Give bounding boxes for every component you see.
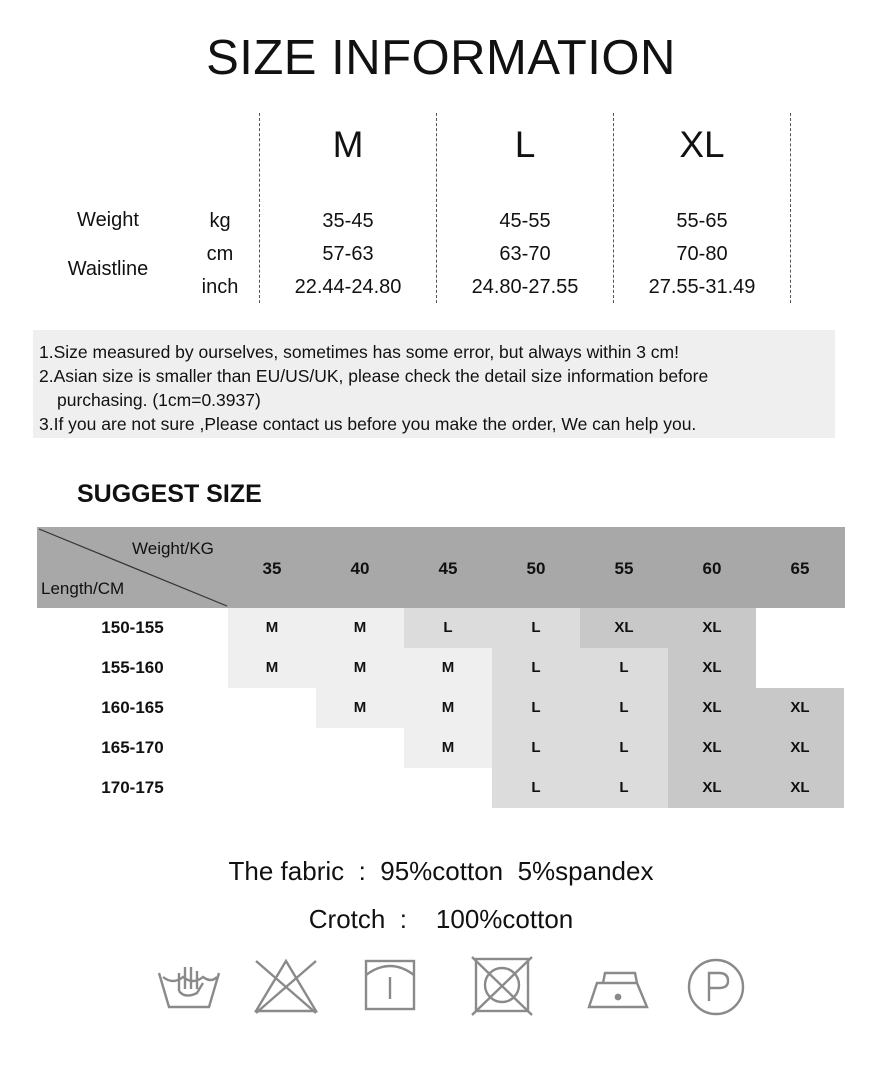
suggest-cell [756, 648, 844, 688]
weight-column-header: 55 [614, 559, 634, 578]
suggest-cell: L [492, 688, 580, 728]
size-header-m: M [332, 124, 364, 165]
suggest-cell: XL [668, 728, 756, 768]
size-header-l: L [514, 124, 536, 165]
suggest-cell: XL [668, 648, 756, 688]
length-row-label: 165-170 [101, 738, 164, 757]
note-2: 2.Asian size is smaller than EU/US/UK, please check the detail size information before [39, 366, 709, 386]
suggest-cell [316, 728, 404, 768]
crotch-composition: Crotch : 100%cotton [308, 904, 574, 934]
waist-inch-l: 24.80-27.55 [471, 276, 579, 298]
suggest-cell: M [316, 688, 404, 728]
suggest-cell: M [404, 688, 492, 728]
suggest-cell: L [580, 728, 668, 768]
suggest-cell: XL [668, 688, 756, 728]
dry-clean-p-icon [682, 955, 750, 1019]
weight-kg-header: Weight/KG [132, 539, 214, 558]
column-divider [790, 113, 791, 303]
weight-l: 45-55 [499, 210, 551, 232]
suggest-cell [756, 608, 844, 648]
weight-column-header: 45 [438, 559, 458, 578]
suggest-cell: XL [668, 608, 756, 648]
weight-label: Weight [77, 209, 139, 231]
suggest-cell: M [316, 648, 404, 688]
waist-cm-l: 63-70 [499, 243, 551, 265]
suggest-cell: L [492, 728, 580, 768]
weight-column-header: 35 [262, 559, 282, 578]
suggest-cell: XL [580, 608, 668, 648]
unit-cm: cm [206, 243, 234, 265]
do-not-bleach-icon [252, 955, 320, 1019]
suggest-cell: XL [756, 728, 844, 768]
suggest-cell [228, 688, 316, 728]
waist-inch-m: 22.44-24.80 [294, 276, 402, 298]
note-2-continued: purchasing. (1cm=0.3937) [57, 390, 261, 410]
unit-inch: inch [201, 276, 239, 298]
suggest-cell: XL [756, 688, 844, 728]
suggest-cell: L [492, 768, 580, 808]
weight-m: 35-45 [322, 210, 374, 232]
suggest-cell: M [404, 648, 492, 688]
suggest-cell: XL [668, 768, 756, 808]
suggest-cell: L [580, 688, 668, 728]
suggest-cell: M [228, 608, 316, 648]
weight-column-header: 60 [702, 559, 722, 578]
line-dry-icon [356, 955, 424, 1019]
suggest-cell: L [492, 648, 580, 688]
weight-column-header: 40 [350, 559, 370, 578]
suggest-size-title: SUGGEST SIZE [77, 480, 262, 508]
suggest-cell [228, 728, 316, 768]
suggest-cell: L [404, 608, 492, 648]
weight-column-header: 65 [790, 559, 810, 578]
weight-xl: 55-65 [676, 210, 728, 232]
size-header-xl: XL [679, 124, 725, 165]
waist-inch-xl: 27.55-31.49 [648, 276, 756, 298]
unit-kg: kg [209, 210, 231, 232]
waistline-label: Waistline [67, 258, 149, 280]
length-row-label: 170-175 [101, 778, 164, 797]
page-title: SIZE INFORMATION [206, 31, 676, 85]
waist-cm-m: 57-63 [322, 243, 374, 265]
note-1: 1.Size measured by ourselves, sometimes has some error, but always within 3 cm! [39, 342, 679, 362]
length-row-label: 155-160 [101, 658, 164, 677]
suggest-cell [316, 768, 404, 808]
suggest-cell [228, 768, 316, 808]
length-row-label: 160-165 [101, 698, 164, 717]
hand-wash-icon [155, 955, 223, 1019]
fabric-composition: The fabric : 95%cotton 5%spandex [228, 856, 654, 886]
suggest-cell: M [404, 728, 492, 768]
length-row-label: 150-155 [101, 618, 164, 637]
suggest-cell [404, 768, 492, 808]
iron-low-icon [585, 955, 653, 1019]
do-not-tumble-dry-icon [468, 955, 536, 1019]
waist-cm-xl: 70-80 [676, 243, 728, 265]
suggest-cell: XL [756, 768, 844, 808]
note-3: 3.If you are not sure ,Please contact us before you make the order, We can help you. [39, 414, 697, 434]
suggest-cell: M [316, 608, 404, 648]
suggest-cell: L [580, 768, 668, 808]
suggest-cell: L [580, 648, 668, 688]
size-notes [33, 330, 835, 438]
suggest-cell: L [492, 608, 580, 648]
suggest-cell: M [228, 648, 316, 688]
length-cm-header: Length/CM [41, 579, 125, 598]
weight-column-header: 50 [526, 559, 546, 578]
